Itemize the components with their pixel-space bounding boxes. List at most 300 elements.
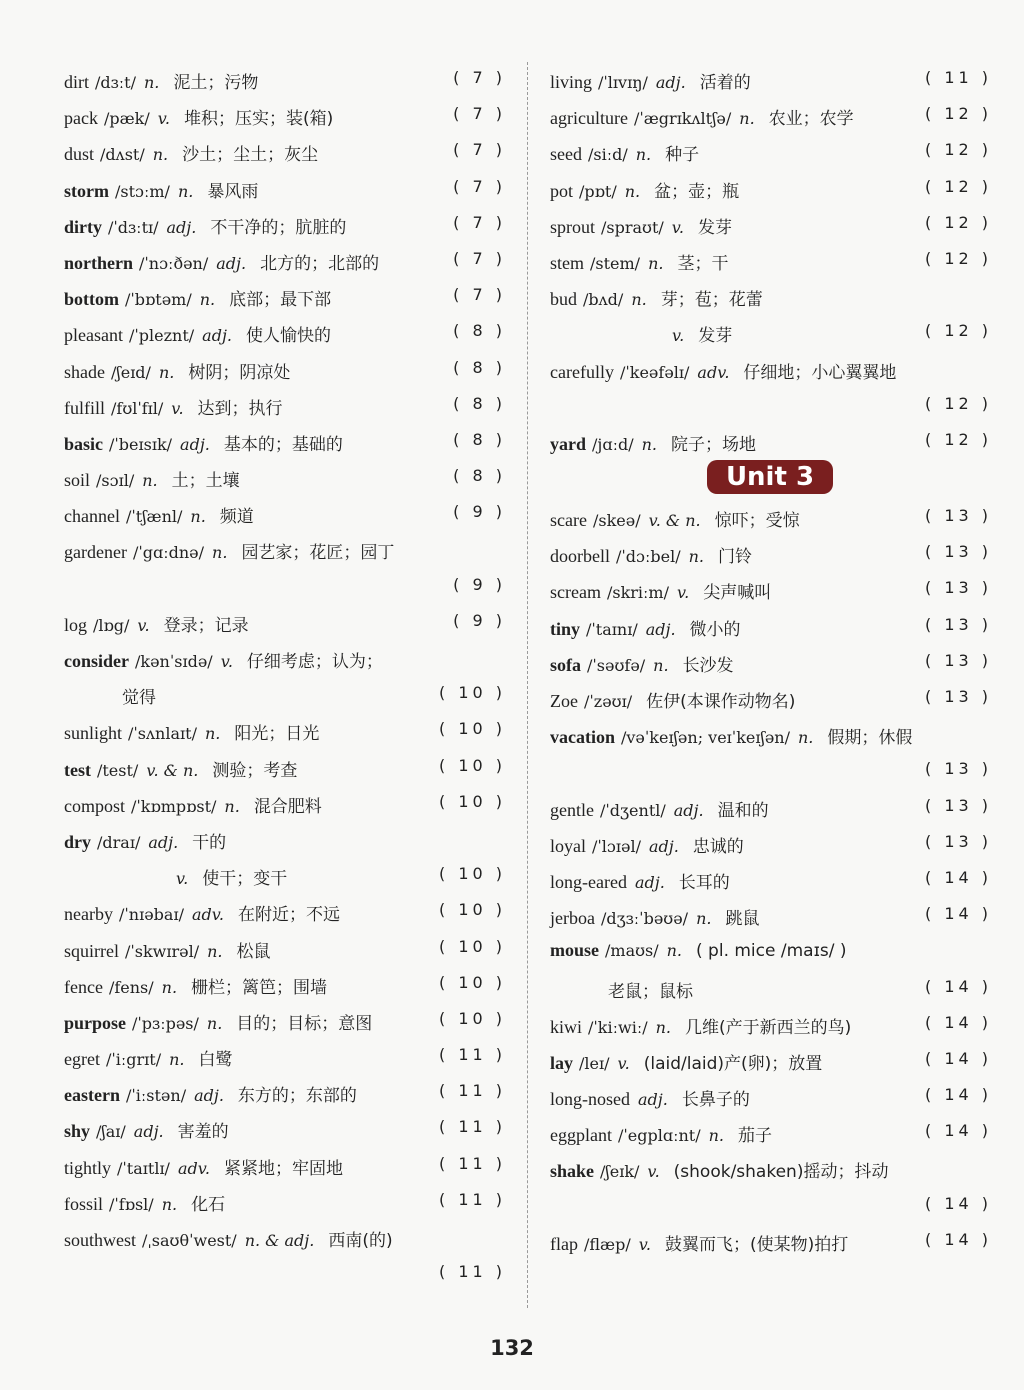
entry-phonetic: /ˈfɒsl/ (109, 1194, 154, 1214)
entry-part-of-speech: n. (224, 796, 240, 816)
entry-meaning: 底部；最下部 (229, 290, 332, 311)
entry-meaning: 门铃 (718, 547, 752, 568)
entry-phonetic: /jɑːd/ (592, 434, 634, 454)
vocab-entry (64, 313, 506, 349)
column-divider (527, 62, 528, 1308)
entry-page-ref: ( 11 ) (438, 1153, 506, 1173)
entry-text (64, 177, 258, 202)
entry-page-ref: ( 12 ) (924, 140, 992, 160)
vocab-entry (550, 824, 992, 860)
entry-text (108, 683, 156, 708)
vocab-entry (64, 820, 506, 856)
entry-part-of-speech: adj. (634, 872, 665, 892)
entry-meaning: 仔细考虑；认为； (246, 652, 383, 672)
entry-meaning: 芽；苞；花蕾 (660, 290, 763, 311)
entry-meaning: 阳光；日光 (234, 724, 320, 745)
entry-phonetic: /ˈpleznt/ (128, 326, 195, 346)
entry-phonetic: /sɔɪl/ (96, 471, 135, 491)
entry-phonetic: /ˈiːgrɪt/ (105, 1050, 162, 1070)
entry-text (550, 1230, 848, 1255)
vocab-entry (64, 205, 506, 241)
entry-text (64, 538, 394, 563)
entry-page-ref: ( 13 ) (924, 578, 992, 598)
vocab-entry (550, 313, 992, 349)
entry-page-ref: ( 9 ) (453, 574, 506, 594)
entry-word: tightly (64, 1157, 112, 1178)
entry-text (64, 104, 333, 129)
entry-meaning: 忠诚的 (692, 836, 744, 857)
entry-text (64, 466, 240, 491)
entry-word: tiny (550, 618, 581, 639)
entry-part-of-speech: v. & n. (146, 760, 199, 780)
entry-part-of-speech: v. (676, 583, 690, 603)
entry-text (64, 213, 346, 238)
entry-word: gardener (64, 542, 127, 563)
entry-part-of-speech: n. (161, 1194, 178, 1214)
entry-phonetic: /ˈegplɑːnt/ (617, 1126, 701, 1146)
entry-text (550, 651, 734, 676)
entry-meaning: 在附近；不远 (237, 905, 340, 926)
entry-phonetic: /ˈpɜːpəs/ (132, 1013, 199, 1033)
entry-page-ref: ( 14 ) (924, 976, 992, 996)
entry-meaning: 沙土；尘土；灰尘 (182, 145, 319, 166)
entry-text (64, 647, 383, 672)
vocab-entry (64, 1001, 506, 1037)
entry-phonetic: /stem/ (590, 253, 641, 273)
entry-part-of-speech: v. (647, 1162, 660, 1182)
entry-part-of-speech: adj. (166, 217, 197, 237)
entry-phonetic: /ʃeɪd/ (110, 362, 151, 382)
entry-text (550, 1049, 822, 1074)
vocab-entry (64, 929, 506, 965)
entry-word: sofa (550, 654, 581, 675)
entry-word: gentle (550, 799, 594, 820)
entry-page-ref: ( 10 ) (438, 755, 506, 775)
entry-meaning: (laid/laid)产(卵)；放置 (643, 1053, 823, 1074)
entry-text (64, 285, 331, 310)
entry-page-ref: ( 11 ) (438, 1189, 506, 1209)
entry-part-of-speech: n. (653, 655, 669, 675)
entry-part-of-speech: n. (177, 181, 194, 201)
entry-word: scream (550, 582, 601, 603)
entry-word: storm (64, 180, 109, 201)
vocab-entry (550, 643, 992, 679)
vocab-entry (550, 1149, 992, 1185)
entry-text (64, 937, 271, 962)
entry-meaning: 紧紧地；牢固地 (223, 1158, 343, 1179)
entry-word: fossil (64, 1193, 104, 1214)
entry-meaning: 长鼻子的 (681, 1090, 750, 1111)
entry-word: shade (64, 361, 105, 382)
entry-meaning: 东方的；东部的 (237, 1086, 357, 1107)
entry-word: soil (64, 470, 91, 491)
vocab-entry (550, 932, 992, 968)
entry-meaning: 鼓翼而飞；(使某物)拍打 (664, 1234, 849, 1255)
entry-phonetic: /spraʊt/ (601, 217, 664, 237)
entry-page-ref: ( 10 ) (438, 1008, 506, 1028)
entry-word: Zoe (550, 691, 578, 711)
entry-phonetic: /ˈtaɪtlɪ/ (117, 1158, 170, 1178)
entry-page-ref: ( 12 ) (924, 212, 992, 232)
entry-word: yard (550, 433, 586, 454)
entry-meaning: 农业；农学 (768, 109, 854, 130)
vocab-entry (550, 679, 992, 715)
entry-page-ref: ( 14 ) (924, 867, 992, 887)
entry-word: doorbell (550, 546, 610, 567)
entry-phonetic: /kənˈsɪdə/ (135, 652, 213, 671)
entry-text (64, 792, 322, 817)
entry-word: bottom (64, 289, 119, 310)
vocab-entry (64, 1146, 506, 1182)
entry-phonetic: /ʃaɪ/ (96, 1122, 126, 1142)
entry-phonetic: /ˈlɔɪəl/ (592, 836, 641, 856)
entry-phonetic: /vəˈkeɪʃən; veɪˈkeɪʃən/ (621, 728, 790, 748)
entry-meaning: 暴风雨 (207, 181, 259, 202)
entry-page-ref: ( 8 ) (453, 429, 506, 449)
entry-phonetic: /ˈiːstən/ (125, 1086, 187, 1106)
entry-meaning: 活着的 (699, 73, 751, 93)
entry-word: purpose (64, 1012, 127, 1033)
entry-part-of-speech: n. (648, 253, 664, 273)
entry-text (64, 358, 290, 383)
vocab-entry (64, 350, 506, 386)
entry-phonetic: /ˈbɒtəm/ (125, 290, 192, 310)
entry-word: northern (64, 252, 133, 273)
entry-word: carefully (550, 361, 614, 382)
entry-text (64, 828, 226, 853)
entry-part-of-speech: v. (137, 615, 150, 635)
vocab-entry (64, 1109, 506, 1145)
entry-meaning: 跳鼠 (725, 909, 760, 930)
entry-phonetic: /lɒg/ (93, 615, 130, 635)
entry-phonetic: /ˈlɪvɪŋ/ (598, 73, 648, 92)
entry-text (64, 611, 249, 636)
entry-phonetic: /pæk/ (103, 109, 150, 129)
entry-phonetic: /bʌd/ (583, 290, 624, 310)
entry-phonetic: /ˈkɒmpɒst/ (131, 796, 217, 816)
entry-word: dry (64, 831, 91, 852)
entry-page-ref: ( 8 ) (453, 393, 506, 413)
entry-page-ref: ( 14 ) (924, 1012, 992, 1032)
entry-phonetic: /ˈkeəfəlɪ/ (619, 362, 690, 382)
entry-meaning: 茎；干 (677, 253, 729, 274)
entry-phonetic: /ˈnɔːðən/ (139, 253, 209, 273)
entry-word: flap (550, 1233, 578, 1254)
entry-part-of-speech: n. (143, 73, 160, 92)
entry-part-of-speech: v. & n. (648, 511, 701, 531)
entry-text (550, 940, 847, 961)
entry-meaning: 害羞的 (177, 1122, 229, 1143)
entry-page-ref: ( 14 ) (924, 1048, 992, 1068)
entry-phonetic: /ˈnɪəbaɪ/ (118, 905, 184, 925)
entry-text (64, 1154, 343, 1179)
entry-meaning: 测验；考查 (212, 760, 298, 781)
entry-word: mouse (550, 940, 599, 961)
entry-meaning: 达到；执行 (197, 398, 283, 419)
entry-word: stem (550, 252, 584, 273)
entry-word: bud (550, 289, 577, 310)
entry-text (64, 249, 379, 274)
entry-meaning: 松鼠 (236, 941, 271, 962)
entry-word: basic (64, 433, 104, 454)
vocab-entry (64, 1218, 506, 1254)
entry-page-ref: ( 10 ) (438, 972, 506, 992)
entry-page-ref: ( 14 ) (924, 1085, 992, 1105)
vocab-entry (550, 277, 992, 313)
entry-word: eggplant (550, 1125, 612, 1146)
entry-page-ref: ( 10 ) (438, 864, 506, 884)
entry-phonetic: /siːd/ (587, 145, 628, 165)
entry-page-ref: ( 10 ) (438, 936, 506, 956)
entry-page-ref: ( 7 ) (453, 140, 506, 160)
vocab-entry (550, 1041, 992, 1077)
entry-page-ref: ( 14 ) (924, 1229, 992, 1249)
entry-meaning: 基本的；基础的 (223, 434, 343, 455)
entry-page-ref: ( 13 ) (924, 831, 992, 851)
entry-text (64, 502, 254, 527)
entry-part-of-speech: adj. (648, 836, 679, 856)
entry-text (550, 578, 771, 603)
entry-meaning: 栅栏；篱笆；围墙 (191, 977, 328, 998)
vocab-entry (550, 1077, 992, 1113)
vocab-entry (550, 241, 992, 277)
entry-phonetic: /ˈsəʊfə/ (587, 655, 646, 675)
entry-page-ref: ( 7 ) (453, 285, 506, 305)
entry-phonetic: /dɜːt/ (95, 73, 136, 92)
entry-word: long-nosed (550, 1089, 630, 1110)
entry-part-of-speech: v. (157, 109, 170, 129)
entry-word: nearby (64, 904, 113, 925)
entry-text (550, 1085, 750, 1110)
entry-word: egret (64, 1049, 100, 1070)
vocab-entry (550, 169, 992, 205)
vocab-entry (64, 748, 506, 784)
entry-page-ref: ( 13 ) (924, 795, 992, 815)
entry-meaning: ( pl. mice /maɪs/ ) (696, 941, 847, 962)
entry-text (64, 394, 283, 419)
entry-word: shake (550, 1161, 595, 1182)
entry-meaning: 觉得 (122, 688, 156, 709)
entry-meaning: 仔细地；小心翼翼地 (743, 362, 897, 383)
entry-word: compost (64, 795, 125, 816)
entry-page-ref: ( 12 ) (924, 104, 992, 124)
entry-meaning: 树阴；阴凉处 (188, 362, 291, 383)
vocab-entry (550, 422, 992, 458)
entry-phonetic: /ˈskwɪrəl/ (124, 941, 200, 961)
entry-part-of-speech: v. (617, 1053, 630, 1073)
vocab-entry (64, 856, 506, 892)
entry-part-of-speech: n. (169, 1050, 185, 1070)
vocab-entry (550, 205, 992, 241)
vocab-entry (64, 60, 506, 96)
entry-meaning: 佐伊(本课作动物名) (646, 692, 796, 712)
entry-phonetic: /ˈægrɪkʌltʃə/ (633, 109, 732, 129)
entry-meaning: 西南(的) (328, 1231, 393, 1251)
entry-page-ref: ( 8 ) (453, 321, 506, 341)
entry-text (550, 904, 759, 929)
entry-page-ref: ( 14 ) (924, 1121, 992, 1141)
entry-text (64, 1117, 229, 1142)
entry-word: scare (550, 510, 587, 531)
entry-text (550, 832, 744, 857)
entry-meaning: 种子 (665, 145, 700, 166)
entry-text (550, 358, 896, 383)
entry-part-of-speech: adj. (194, 1086, 224, 1106)
entry-phonetic: /ˈzəʊɪ/ (583, 692, 633, 711)
entry-phonetic: /fʊlˈfɪl/ (111, 398, 164, 418)
entry-page-ref: ( 7 ) (453, 212, 506, 232)
vocab-entry (64, 132, 506, 168)
vocab-entry (64, 567, 506, 603)
entry-page-ref: ( 11 ) (438, 1081, 506, 1101)
entry-word: lay (550, 1052, 574, 1073)
entry-part-of-speech: adj. (202, 326, 232, 346)
entry-text (550, 213, 732, 238)
entry-text (550, 615, 741, 640)
vocab-entry (64, 1182, 506, 1218)
entry-meaning: 尖声喊叫 (703, 583, 772, 604)
entry-part-of-speech: n. (199, 290, 216, 310)
entry-page-ref: ( 14 ) (924, 1193, 992, 1213)
entry-phonetic: /ˌsaʊθˈwest/ (142, 1231, 237, 1250)
entry-text (64, 430, 343, 455)
entry-meaning: 混合肥料 (253, 796, 322, 817)
entry-text (64, 140, 318, 165)
entry-part-of-speech: v. (672, 326, 685, 346)
entry-meaning: 堆积；压实；装(箱) (183, 109, 334, 130)
vocab-entry (550, 1005, 992, 1041)
entry-text (64, 1045, 233, 1070)
entry-phonetic: /dʒɜːˈbəʊə/ (600, 909, 689, 929)
entry-meaning: (shook/shaken)摇动；抖动 (673, 1162, 889, 1183)
entry-text (594, 977, 693, 1002)
entry-text (64, 900, 340, 925)
entry-part-of-speech: v. (176, 869, 189, 889)
vocab-entry (64, 1254, 506, 1290)
entry-page-ref: ( 7 ) (453, 68, 506, 87)
vocab-entry (64, 386, 506, 422)
entry-text (64, 1226, 393, 1251)
entry-part-of-speech: n. (158, 362, 175, 382)
vocab-entry (64, 1073, 506, 1109)
entry-part-of-speech: v. (220, 652, 233, 671)
entry-text (64, 756, 297, 781)
entry-text (64, 1081, 357, 1106)
entry-meaning: 土；土壤 (171, 471, 240, 492)
entry-meaning: 使干；变干 (202, 869, 288, 890)
entry-phonetic: /maʊs/ (605, 941, 659, 961)
entry-meaning: 使人愉快的 (245, 326, 331, 347)
entry-page-ref: ( 12 ) (924, 429, 992, 449)
entry-part-of-speech: adv. (191, 905, 224, 925)
entry-page-ref: ( 10 ) (438, 719, 506, 739)
right-column (550, 60, 992, 1258)
entry-meaning: 目的；目标；意图 (236, 1013, 373, 1034)
entry-phonetic: /ˈsʌnlaɪt/ (128, 724, 197, 744)
entry-page-ref: ( 12 ) (924, 248, 992, 268)
entry-page-ref: ( 10 ) (438, 791, 506, 811)
entry-phonetic: /stɔːm/ (114, 181, 170, 201)
entry-part-of-speech: adj. (655, 73, 686, 92)
entry-part-of-speech: v. (638, 1234, 651, 1254)
entry-word: vacation (550, 727, 615, 748)
entry-word: consider (64, 651, 129, 671)
entry-word: jerboa (550, 908, 595, 929)
entry-part-of-speech: n. (204, 724, 221, 744)
entry-part-of-speech: n. (142, 471, 158, 491)
entry-text (550, 687, 795, 712)
entry-part-of-speech: n. (190, 507, 206, 527)
vocab-entry (550, 350, 992, 386)
entry-page-ref: ( 14 ) (924, 904, 992, 924)
entry-meaning: 登录；记录 (163, 615, 249, 636)
vocab-entry (64, 965, 506, 1001)
entry-phonetic: /ˈbeɪsɪk/ (109, 434, 173, 454)
entry-word: southwest (64, 1230, 136, 1250)
entry-word: squirrel (64, 940, 119, 961)
entry-text (64, 1190, 225, 1215)
entry-page-ref: ( 7 ) (453, 104, 506, 124)
entry-word: eastern (64, 1085, 120, 1106)
entry-text (168, 864, 287, 889)
entry-phonetic: /skeə/ (592, 511, 641, 531)
entry-text (550, 430, 756, 455)
entry-part-of-speech: adj. (180, 434, 210, 454)
entry-page-ref: ( 9 ) (453, 502, 506, 522)
entry-meaning: 长耳的 (678, 872, 730, 893)
entry-text (550, 177, 739, 202)
entry-part-of-speech: adj. (673, 800, 704, 820)
vocab-entry (64, 639, 506, 675)
entry-part-of-speech: n. (797, 728, 814, 748)
entry-phonetic: /ˈgɑːdnə/ (132, 543, 205, 563)
entry-phonetic: /flæp/ (583, 1234, 631, 1254)
vocab-entry (64, 422, 506, 458)
entry-text (550, 1121, 772, 1146)
vocab-entry (550, 1222, 992, 1258)
entry-phonetic: /ˈkiːwiː/ (588, 1017, 648, 1037)
entry-phonetic: /skriːm/ (606, 583, 669, 603)
entry-text (550, 542, 752, 567)
entry-meaning: 假期；休假 (827, 728, 913, 749)
vocab-entry (64, 241, 506, 277)
entry-text (550, 1157, 888, 1182)
entry-text (64, 68, 258, 93)
entry-page-ref: ( 7 ) (453, 176, 506, 196)
entry-meaning: 北方的；北部的 (260, 253, 380, 274)
vocab-entry (550, 96, 992, 132)
entry-word: fence (64, 976, 103, 997)
entry-word: pleasant (64, 325, 123, 346)
vocab-entry (550, 969, 992, 1005)
entry-meaning: 惊吓；受惊 (714, 511, 800, 532)
vocab-entry (550, 60, 992, 96)
vocab-entry (64, 96, 506, 132)
vocab-entry (550, 570, 992, 606)
entry-page-ref: ( 12 ) (924, 393, 992, 413)
entry-word: log (64, 614, 88, 635)
entry-part-of-speech: n. (207, 941, 223, 961)
entry-word: living (550, 72, 593, 92)
vocab-entry (64, 675, 506, 711)
entry-page-ref: ( 11 ) (438, 1262, 506, 1282)
entry-phonetic: /ʃeɪk/ (600, 1162, 640, 1182)
entry-part-of-speech: n. (635, 145, 652, 165)
entry-meaning: 发芽 (698, 217, 733, 238)
entry-text (550, 796, 769, 821)
entry-page-ref: ( 13 ) (924, 650, 992, 670)
entry-meaning: 茄子 (738, 1126, 772, 1147)
